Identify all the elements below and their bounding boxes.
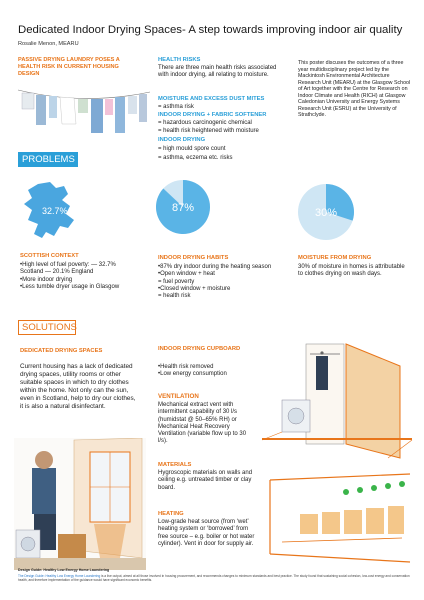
bullet-item: = health risk <box>158 293 191 300</box>
ventilation-heading: VENTILATION <box>158 393 199 400</box>
cupboard-list <box>158 364 227 379</box>
bullet-item: •Low energy consumption <box>158 371 227 378</box>
scotland-map-stat <box>20 180 84 242</box>
stat-label: 30% <box>314 207 338 219</box>
drying-cupboard-illustration <box>258 340 414 462</box>
health-risks-text: There are three main health risks associated with indoor drying, all relating to moisture. <box>158 65 277 79</box>
moisture-heading: MOISTURE FROM DRYING <box>298 255 372 261</box>
about-text: This poster discuses the outcomes of a three year multidisciplinary project led by the Mackintosh Environmental Architecture Research Unit (MEARU) at the Glasgow School of Art together with the Centre for Research on Indoor Climate and Health (RICH) at Glasgow Caledonian University and Energy Systems Research Unit (ESRU) at the University of Strathclyde. <box>298 60 411 118</box>
page-title: Dedicated Indoor Drying Spaces- A step towards improving indoor air quality <box>18 24 403 36</box>
design-guide-link[interactable]: The Design Guide: Healthy Low Energy Home Laundering <box>18 574 101 578</box>
bullet-item: •Health risk removed <box>158 364 214 370</box>
bullet-item: •More indoor drying <box>20 276 73 283</box>
bullet-item: •High level of fuel poverty: — 32.7% Scotland — 20.1% England <box>20 262 116 276</box>
risk-line: = health risk heightened with moisture <box>158 128 259 134</box>
bullet-item: = fuel poverty <box>158 278 195 285</box>
risk-heading-2: INDOOR DRYING + FABRIC SOFTENER <box>158 112 267 118</box>
ventilation-text: Mechanical extract vent with intermittent capability of 30 l/s (humidstat @ 50–65% RH) or Mechanical Heat Recovery Ventilation (variable flow up to 30 l/s). <box>158 402 247 445</box>
bullet-item: •Open window + heat <box>158 271 215 278</box>
intro-heading: PASSIVE DRYING LAUNDRY POSES A HEALTH RISK IN CURRENT HOUSING DESIGN <box>18 57 120 77</box>
heating-text: Low-grade heat source (from ‘wet’ heating system or ‘borrowed’ from free source – e.g. boiler or hot water cylinder). Vent in door for supply air. <box>158 519 255 547</box>
moisture-text: 30% of moisture in homes is attributable to clothes drying on wash days. <box>298 264 405 278</box>
laundry-line-illustration <box>16 84 152 140</box>
materials-heading: MATERIALS <box>158 462 192 468</box>
heating-heading: HEATING <box>158 511 184 517</box>
footer-heading: Design Guide: Healthy Low Energy Home Laundering <box>18 568 110 572</box>
drying-room-illustration <box>14 438 146 570</box>
author: Rosalie Menon, MEARU <box>18 41 79 47</box>
risk-line: = hazardous carcinogenic chemical <box>158 120 252 126</box>
pie-chart-30 <box>296 182 356 242</box>
problems-label: PROBLEMS <box>22 154 75 165</box>
stat-label: 87% <box>171 202 195 214</box>
bullet-item: •Less tumble dryer usage in Glasgow <box>20 283 120 290</box>
habits-list <box>158 264 278 300</box>
risk-heading-1: MOISTURE AND EXCESS DUST MITES <box>158 96 265 102</box>
dedicated-text: Current housing has a lack of dedicated drying spaces, utility rooms or other suitable spaces in which to dry clothes within the home. Not only can the sun, even in Scotland, help to dry our clothes, it is also a natural disinfectant. <box>20 363 136 410</box>
heating-illustration <box>262 470 414 570</box>
risk-line: = asthma, eczema etc. risks <box>158 155 233 161</box>
scottish-context-list <box>20 262 130 291</box>
habits-heading: INDOOR DRYING HABITS <box>158 255 229 261</box>
cupboard-heading: INDOOR DRYING CUPBOARD <box>158 346 241 352</box>
bullet-item: •87% dry indoor during the heating season <box>158 264 272 270</box>
solutions-label: SOLUTIONS <box>22 322 77 333</box>
footer-text <box>18 575 410 583</box>
bullet-item: •Closed window + moisture <box>158 285 231 292</box>
risk-line: = asthma risk <box>158 104 194 110</box>
risk-line: = high mould spore count <box>158 146 226 152</box>
footer-body: is a live output, aimed at all those involved in housing procurement, and recommends changes to minimum standards and best practice. The study found that sustaining social cohesion, low-cost energy and conservation health, and therefore implementation of the guidance would have significant economic benefits. <box>18 574 410 582</box>
stat-label: 32.7% <box>42 206 68 216</box>
scottish-context-heading: SCOTTISH CONTEXT <box>20 253 79 259</box>
materials-text: Hygroscopic materials on walls and ceiling e.g. untreated timber or clay board. <box>158 470 253 491</box>
health-risks-heading: HEALTH RISKS <box>158 57 201 63</box>
dedicated-heading: DEDICATED DRYING SPACES <box>20 348 103 354</box>
pie-chart-87 <box>154 178 212 236</box>
risk-heading-3: INDOOR DRYING <box>158 137 206 143</box>
